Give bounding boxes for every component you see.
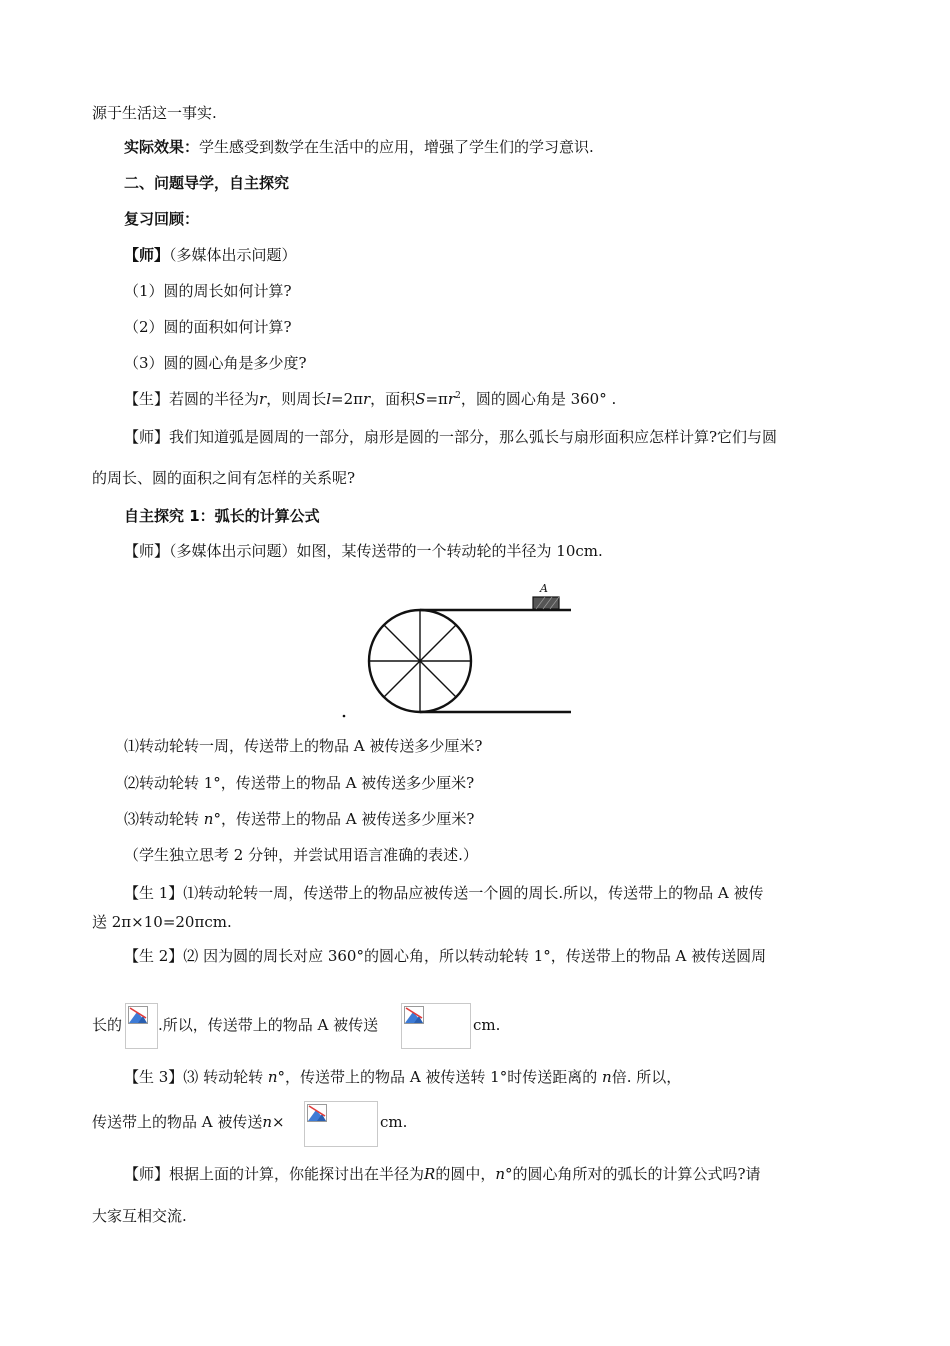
unit: cm. <box>473 1016 501 1034</box>
text: 的圆中， <box>435 1165 496 1183</box>
text-line: 大家互相交流. <box>92 1207 187 1225</box>
text-line: 的周长、圆的面积之间有怎样的关系呢? <box>92 469 356 487</box>
var-l: l <box>326 390 332 408</box>
text-line <box>124 389 616 409</box>
text-line: 源于生活这一事实. <box>92 104 217 122</box>
unit: cm. <box>380 1113 408 1131</box>
text-line <box>92 1112 285 1132</box>
text-line: 送 2π×10=20πcm. <box>92 913 232 931</box>
broken-formula-image <box>304 1101 378 1147</box>
broken-formula-image <box>125 1003 158 1049</box>
text: .所以，传送带上的物品 A 被传送 <box>158 1016 379 1034</box>
var-n: n <box>267 1068 278 1086</box>
conveyor-wheel-figure <box>340 572 580 722</box>
text-line <box>158 1015 378 1035</box>
text-line: （1）圆的周长如何计算? <box>124 282 292 300</box>
superscript: 2 <box>455 391 461 401</box>
text: °，传送带上的物品 A 被传送多少厘米? <box>213 810 475 828</box>
text: =2π <box>331 390 363 408</box>
text: °，传送带上的物品 A 被传送转 1°时传送距离的 <box>277 1068 598 1086</box>
text: 传送带上的物品 A 被传送 <box>92 1113 263 1131</box>
text-line <box>124 1067 681 1087</box>
speaker-label: 【师】 <box>124 246 170 264</box>
text-line <box>380 1112 407 1132</box>
text: ，则周长 <box>266 390 327 408</box>
wheel-spokes <box>369 610 471 712</box>
text: 【生 3】⑶ 转动轮转 <box>124 1068 264 1086</box>
text-line: 【师】我们知道弧是圆周的一部分，扇形是圆的一部分，那么弧长与扇形面积应怎样计算?它们与圆 <box>124 428 778 446</box>
text-line <box>124 137 594 157</box>
var-n: n <box>203 810 214 828</box>
broken-formula-image <box>401 1003 471 1049</box>
var-r: r <box>259 390 267 408</box>
text: 长的 <box>92 1016 123 1034</box>
times-sign: × <box>272 1113 285 1131</box>
text-line: （学生独立思考 2 分钟，并尝试用语言准确的表述.） <box>124 846 478 864</box>
text: ⑶转动轮转 <box>124 810 200 828</box>
text-line: 【生 1】⑴转动轮转一周，传送带上的物品应被传送一个圆的周长.所以，传送带上的物品 A 被传 <box>124 884 764 902</box>
question-1: ⑴转动轮转一周，传送带上的物品 A 被传送多少厘米? <box>124 737 483 755</box>
var-n: n <box>495 1165 505 1183</box>
text: ，面积 <box>370 390 416 408</box>
broken-image-icon <box>404 1006 424 1024</box>
section-heading: 二、问题导学，自主探究 <box>124 174 290 192</box>
figure-dot <box>343 715 346 718</box>
text: 倍. 所以， <box>611 1068 682 1086</box>
text: ，圆的圆心角是 360° . <box>460 390 617 408</box>
text: 学生感受到数学在生活中的应用，增强了学生们的学习意识. <box>199 138 594 156</box>
text: °的圆心角所对的弧长的计算公式吗?请 <box>505 1165 761 1183</box>
var-S: S <box>415 390 426 408</box>
text-line: （2）圆的面积如何计算? <box>124 318 292 336</box>
sub-heading: 复习回顾： <box>124 210 200 228</box>
label-a: A <box>540 582 548 595</box>
text: （多媒体出示问题） <box>169 246 297 264</box>
text: 【生】若圆的半径为 <box>124 390 260 408</box>
text-line <box>124 245 297 265</box>
text-line: （3）圆的圆心角是多少度? <box>124 354 307 372</box>
var-n: n <box>602 1068 612 1086</box>
text-line <box>92 1015 122 1035</box>
text-line: 【生 2】⑵ 因为圆的周长对应 360°的圆心角，所以转动轮转 1°，传送带上的物品 A 被传送圆周 <box>124 947 767 965</box>
var-r: r <box>363 390 371 408</box>
text: =π <box>425 390 448 408</box>
broken-image-icon <box>307 1104 327 1122</box>
text-line <box>473 1015 500 1035</box>
text: 【师】根据上面的计算，你能探讨出在半径为 <box>124 1165 425 1183</box>
var-r: r <box>447 390 456 408</box>
text-line <box>124 1164 761 1184</box>
question-3 <box>124 809 474 829</box>
text-line: 【师】（多媒体出示问题）如图，某传送带的一个转动轮的半径为 10cm. <box>124 542 603 560</box>
question-2: ⑵转动轮转 1°，传送带上的物品 A 被传送多少厘米? <box>124 774 475 792</box>
var-R: R <box>424 1165 436 1183</box>
sub-heading: 自主探究 1：弧长的计算公式 <box>124 507 320 525</box>
var-n: n <box>262 1113 273 1131</box>
bold-label: 实际效果： <box>124 138 200 156</box>
broken-image-icon <box>128 1006 148 1024</box>
